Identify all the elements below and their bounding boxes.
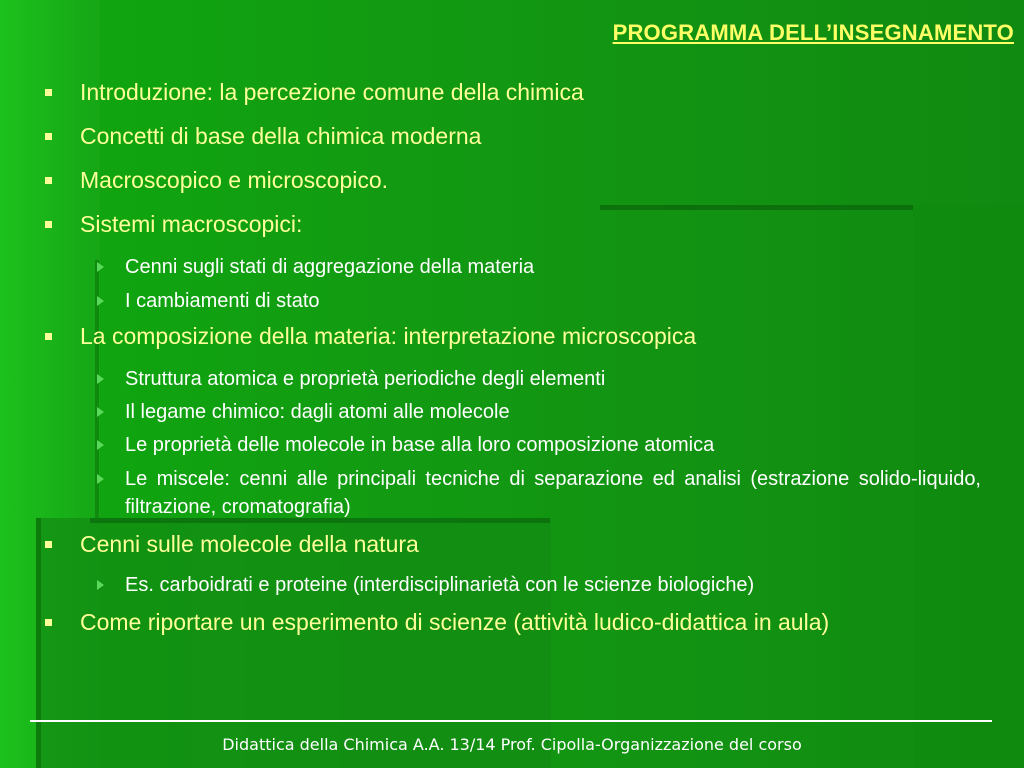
sub-list-item-text: Es. carboidrati e proteine (interdisciplinarietà con le scienze biologiche) — [125, 574, 755, 596]
sub-list-item — [125, 571, 981, 599]
list-item-text: Concetti di base della chimica moderna — [80, 123, 482, 149]
triangle-bullet-icon — [97, 407, 104, 417]
sub-list-item — [125, 253, 981, 281]
list-item — [80, 529, 982, 560]
list-item — [80, 165, 982, 196]
footer-divider — [30, 720, 992, 722]
square-bullet-icon — [45, 619, 52, 626]
list-item — [80, 209, 982, 240]
list-item-text: Introduzione: la percezione comune della chimica — [80, 79, 584, 105]
sub-list-item — [125, 465, 981, 521]
square-bullet-icon — [45, 133, 52, 140]
slide-title: PROGRAMMA DELL’INSEGNAMENTO — [612, 20, 1014, 45]
list-item-text: Cenni sulle molecole della natura — [80, 531, 419, 557]
sub-list-item-text: Le miscele: cenni alle principali tecniche di separazione ed analisi (estrazione solido-liquido, filtrazione, cromatografia) — [125, 468, 981, 518]
list-item-text: Come riportare un esperimento di scienze (attività ludico-didattica in aula) — [80, 609, 830, 635]
slide-footer: Didattica della Chimica A.A. 13/14 Prof. Cipolla-Organizzazione del corso — [222, 735, 802, 754]
list-item — [80, 321, 982, 352]
square-bullet-icon — [45, 177, 52, 184]
triangle-bullet-icon — [97, 580, 104, 590]
sub-list-item — [125, 431, 981, 459]
sub-list-item — [125, 365, 981, 393]
square-bullet-icon — [45, 89, 52, 96]
triangle-bullet-icon — [97, 296, 104, 306]
sub-list-item-text: Struttura atomica e proprietà periodiche degli elementi — [125, 368, 606, 390]
list-item-text: La composizione della materia: interpretazione microscopica — [80, 323, 697, 349]
list-item — [80, 607, 982, 638]
square-bullet-icon — [45, 221, 52, 228]
sub-list-item-text: Le proprietà delle molecole in base alla loro composizione atomica — [125, 434, 715, 456]
sub-list-item-text: Cenni sugli stati di aggregazione della materia — [125, 256, 535, 278]
list-item-text: Sistemi macroscopici: — [80, 211, 303, 237]
square-bullet-icon — [45, 333, 52, 340]
list-item-text: Macroscopico e microscopico. — [80, 167, 389, 193]
sub-list-item — [125, 287, 981, 315]
triangle-bullet-icon — [97, 440, 104, 450]
triangle-bullet-icon — [97, 374, 104, 384]
triangle-bullet-icon — [97, 474, 104, 484]
triangle-bullet-icon — [97, 262, 104, 272]
sub-list-item-text: Il legame chimico: dagli atomi alle molecole — [125, 401, 510, 423]
list-item — [80, 121, 982, 152]
square-bullet-icon — [45, 541, 52, 548]
sub-list-item-text: I cambiamenti di stato — [125, 290, 320, 312]
sub-list-item — [125, 398, 981, 426]
list-item — [80, 77, 982, 108]
